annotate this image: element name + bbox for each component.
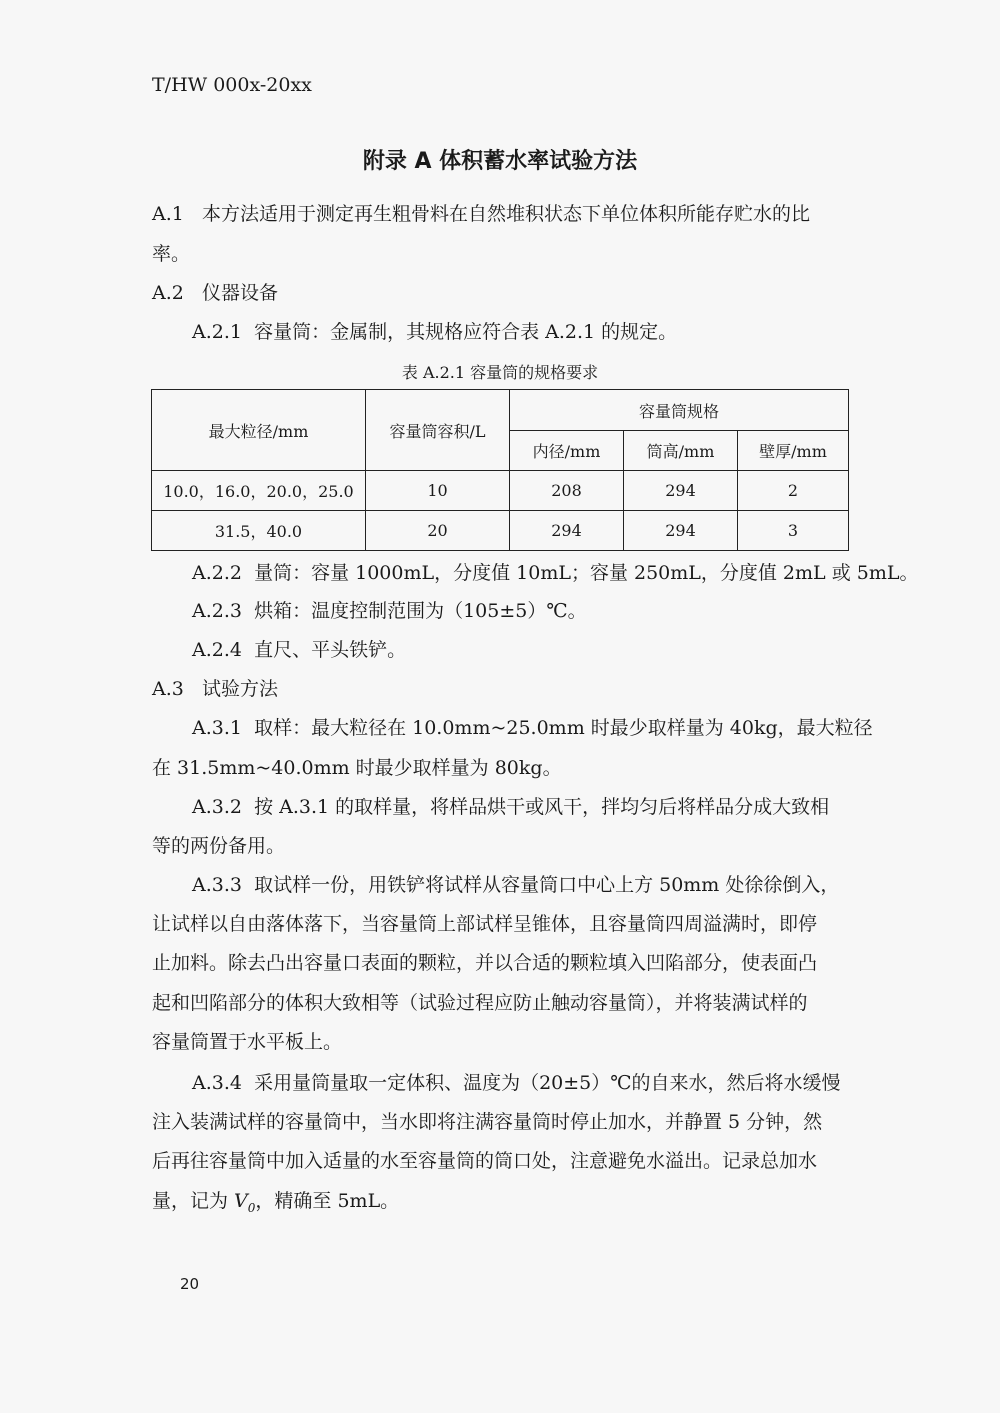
clause-a33-line1 (192, 865, 839, 905)
table-cell: 20 (366, 511, 510, 551)
clause-a32-line2: 等的两份备用。 (152, 835, 286, 857)
clause-a33-line5: 容量筒置于水平板上。 (152, 1031, 343, 1053)
clause-a33-line2: 让试样以自由落体落下，当容量筒上部试样呈锥体，且容量筒四周溢满时，即停 (152, 913, 818, 935)
table-cell: 294 (624, 471, 738, 511)
section-title: 仪器设备 (201, 282, 278, 304)
clause-text: 按 A.3.1 的取样量，将样品烘干或风干，拌均匀后将样品分成大致相 (254, 796, 830, 818)
header-cylinder-spec-group: 容量筒规格 (510, 390, 849, 431)
header-max-particle-size: 最大粒径/mm (152, 390, 366, 471)
clause-a1-line2: 率。 (152, 243, 191, 265)
clause-text: 量，记为 (152, 1190, 235, 1212)
clause-text: 容量筒：金属制，其规格应符合表 A.2.1 的规定。 (254, 321, 678, 343)
clause-a31-line1 (192, 708, 873, 748)
clause-a21 (192, 312, 677, 352)
table-cell: 10.0，16.0，20.0，25.0 (152, 471, 366, 511)
clause-a34-line3: 后再往容量筒中加入适量的水至容量筒的筒口处，注意避免水溢出。记录总加水 (152, 1150, 818, 1172)
document-code: T/HW 000x-20xx (152, 74, 312, 96)
clause-a22 (192, 553, 918, 593)
table-row (152, 511, 849, 551)
clause-text: 直尺、平头铁铲。 (254, 639, 407, 661)
clause-number: A.1 (152, 203, 184, 225)
clause-a33-line4: 起和凹陷部分的体积大致相等（试验过程应防止触动容量筒），并将装满试样的 (152, 992, 808, 1014)
clause-a23 (192, 591, 587, 631)
header-wall-thickness: 壁厚/mm (738, 431, 849, 471)
clause-a31-line2: 在 31.5mm~40.0mm 时最少取样量为 80kg。 (152, 757, 562, 779)
appendix-title: 附录 A 体积蓄水率试验方法 (362, 149, 638, 174)
clause-number: A.3.3 (192, 874, 242, 896)
clause-a34-line2: 注入装满试样的容量筒中，当水即将注满容量筒时停止加水，并静置 5 分钟，然 (152, 1111, 823, 1133)
clause-text: 本方法适用于测定再生粗骨料在自然堆积状态下单位体积所能存贮水的比 (201, 203, 810, 225)
clause-text: 烘箱：温度控制范围为（105±5）℃。 (254, 600, 587, 622)
variable-subscript: 0 (247, 1200, 256, 1215)
clause-number: A.2.2 (192, 562, 242, 584)
clause-a24 (192, 630, 406, 670)
section-number: A.2 (152, 282, 184, 304)
clause-text: 取样：最大粒径在 10.0mm~25.0mm 时最少取样量为 40kg，最大粒径 (254, 717, 873, 739)
table-cell: 208 (510, 471, 624, 511)
clause-a34-line1 (192, 1063, 841, 1103)
section-a2-heading (152, 273, 278, 313)
table-cell: 10 (366, 471, 510, 511)
table-cell: 31.5，40.0 (152, 511, 366, 551)
page-number: 20 (180, 1275, 200, 1293)
header-cylinder-volume: 容量筒容积/L (366, 390, 510, 471)
clause-text: 取试样一份，用铁铲将试样从容量筒口中心上方 50mm 处徐徐倒入， (254, 874, 840, 896)
clause-number: A.3.2 (192, 796, 242, 818)
clause-text: 采用量筒量取一定体积、温度为（20±5）℃的自来水，然后将水缓慢 (254, 1072, 841, 1094)
clause-text: 量筒：容量 1000mL，分度值 10mL；容量 250mL，分度值 2mL 或 5mL。 (254, 562, 919, 584)
variable-v: V (234, 1190, 248, 1212)
clause-text: ，精确至 5mL。 (255, 1190, 400, 1212)
header-cylinder-height: 筒高/mm (624, 431, 738, 471)
clause-number: A.2.3 (192, 600, 242, 622)
table-caption: 表 A.2.1 容量筒的规格要求 (401, 363, 599, 382)
table-cell: 3 (738, 511, 849, 551)
table-row (152, 471, 849, 511)
cylinder-spec-table (151, 389, 849, 551)
clause-number: A.2.4 (192, 639, 242, 661)
table-cell: 294 (624, 511, 738, 551)
section-number: A.3 (152, 678, 184, 700)
clause-number: A.2.1 (192, 321, 242, 343)
section-title: 试验方法 (201, 678, 278, 700)
section-a3-heading (152, 669, 278, 709)
clause-a33-line3: 止加料。除去凸出容量口表面的颗粒，并以合适的颗粒填入凹陷部分，使表面凸 (152, 952, 818, 974)
clause-a1-line1 (152, 194, 810, 234)
table-cell: 2 (738, 471, 849, 511)
header-inner-diameter: 内径/mm (510, 431, 624, 471)
clause-a32-line1 (192, 787, 829, 827)
clause-number: A.3.4 (192, 1072, 242, 1094)
clause-number: A.3.1 (192, 717, 242, 739)
table-cell: 294 (510, 511, 624, 551)
clause-a34-line4 (152, 1181, 399, 1228)
